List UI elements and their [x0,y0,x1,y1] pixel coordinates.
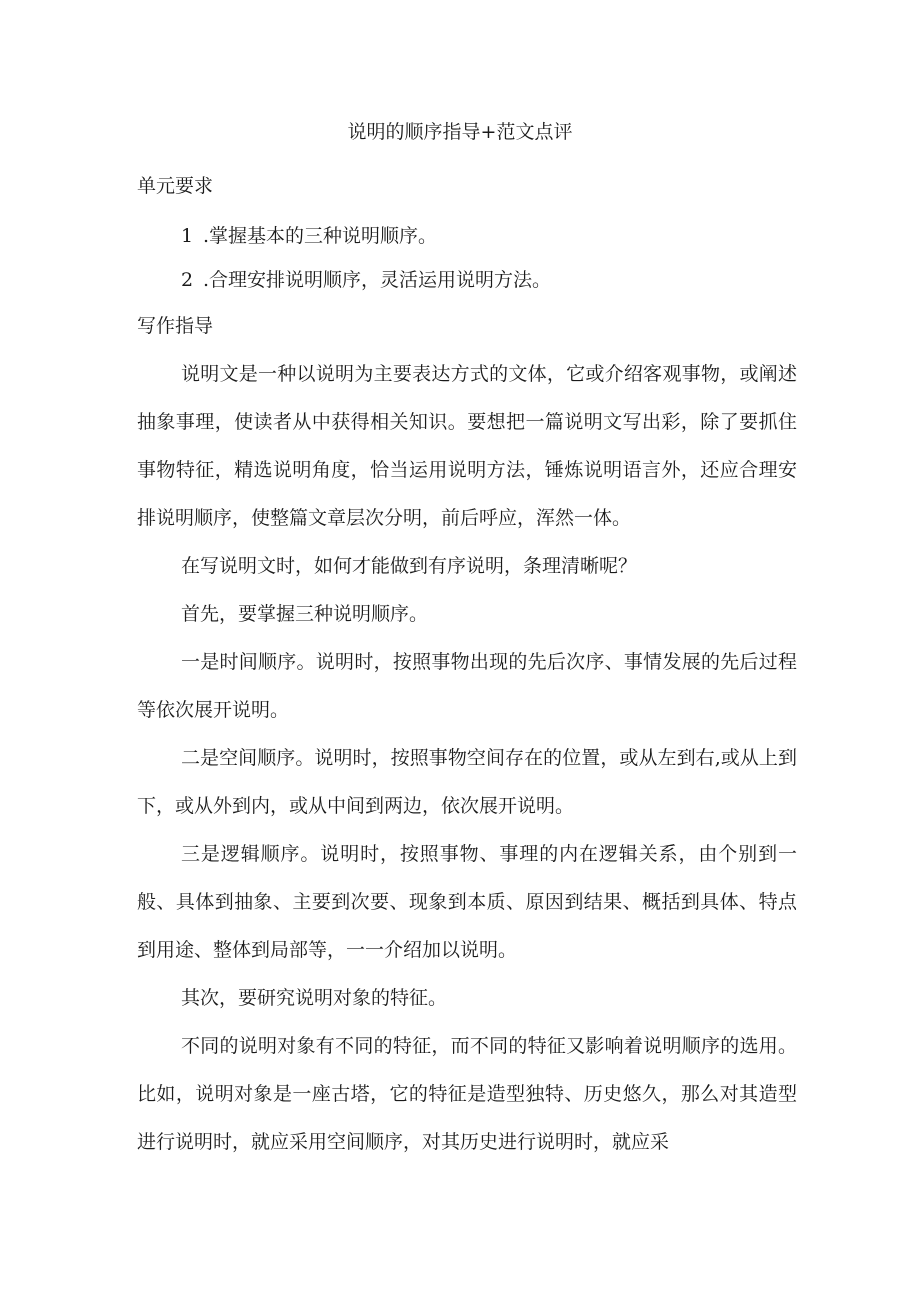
body-paragraph: 一是时间顺序。说明时，按照事物出现的先后次序、事情发展的先后过程等依次展开说明。 [137,651,797,721]
unit-requirements-heading: 单元要求 [137,175,214,197]
body-paragraph: 二是空间顺序。说明时，按照事物空间存在的位置，或从左到右,或从上到下，或从外到内，或从中间到两边，依次展开说明。 [137,747,797,817]
body-paragraph: 首先，要掌握三种说明顺序。 [181,603,429,625]
requirement-text: .合理安排说明顺序，灵活运用说明方法。 [203,269,552,291]
requirement-text: .掌握基本的三种说明顺序。 [203,225,438,247]
body-paragraph: 其次，要研究说明对象的特征。 [181,987,448,1009]
writing-guide-heading: 写作指导 [137,315,214,337]
requirement-number: 1 [181,225,194,247]
body-paragraph: 说明文是一种以说明为主要表达方式的文体，它或介绍客观事物，或阐述抽象事理，使读者从中获得相关知识。要想把一篇说明文写出彩，除了要抓住事物特征，精选说明角度，恰当运用说明方法，锤炼说明语言外，还应合理安排说明顺序，使整篇文章层次分明，前后呼应，浑然一体。 [137,363,797,529]
requirement-item [181,222,801,250]
requirement-number: 2 [181,269,194,291]
page-title: 说明的顺序指导+范文点评 [347,121,573,143]
body-paragraph: 不同的说明对象有不同的特征，而不同的特征又影响着说明顺序的选用。比如，说明对象是一座古塔，它的特征是造型独特、历史悠久，那么对其造型进行说明时，就应采用空间顺序，对其历史进行说明时，就应采 [137,1035,797,1153]
body-paragraph: 三是逻辑顺序。说明时，按照事物、事理的内在逻辑关系，由个别到一般、具体到抽象、主要到次要、现象到本质、原因到结果、概括到具体、特点到用途、整体到局部等，一一介绍加以说明。 [137,843,797,961]
body-paragraph: 在写说明文时，如何才能做到有序说明，条理清晰呢？ [181,555,638,577]
requirement-item [181,266,801,294]
